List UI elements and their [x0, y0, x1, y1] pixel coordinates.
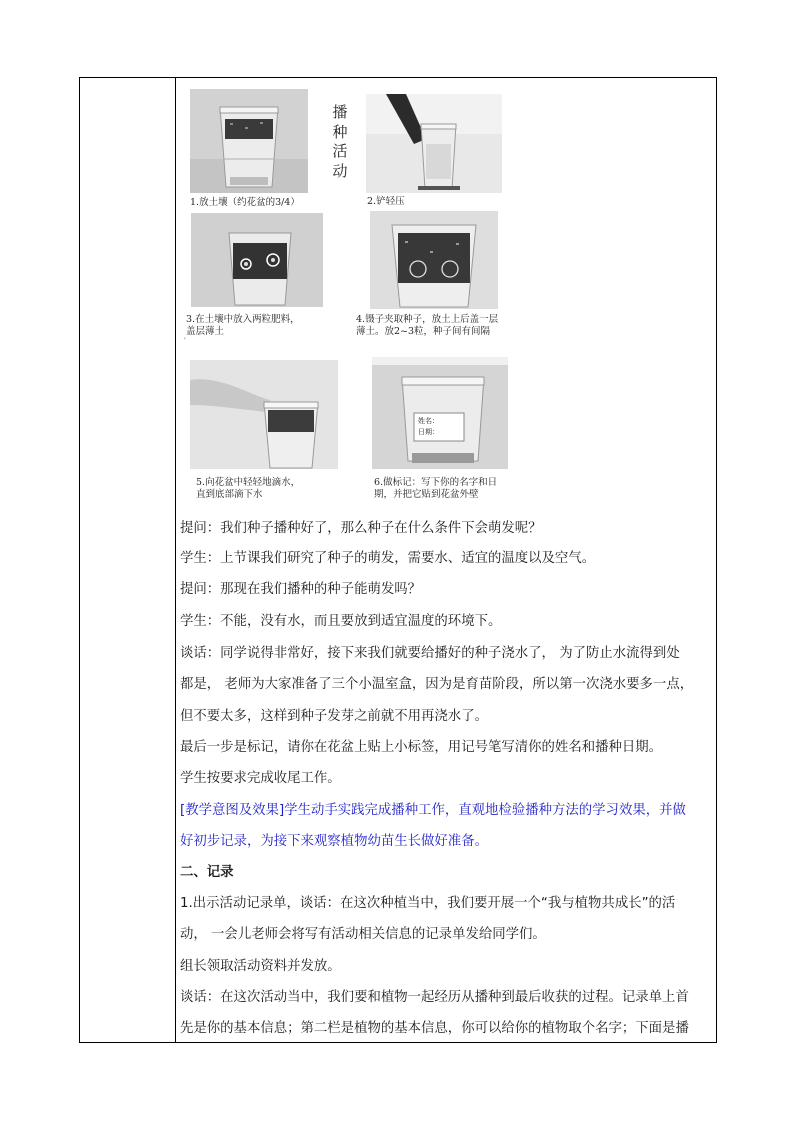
stray-mark: '	[184, 337, 186, 344]
photo-step-5-watering	[190, 360, 338, 469]
photo-step-1-pot-with-soil	[190, 89, 308, 193]
caption-step-3: 3.在土壤中放入两粒肥料， 盖层薄土	[186, 314, 300, 337]
activity-talk-line-2: 先是你的基本信息；第二栏是植物的基本信息，你可以给你的植物取个名字；下面是播	[180, 1021, 689, 1036]
teacher-talk-line-2: 都是， 老师为大家准备了三个小温室盒，因为是育苗阶段，所以第一次浇水要多一点，	[180, 677, 694, 692]
section-heading-record: 二、记录	[180, 865, 234, 880]
label-text: 姓名： 日期：	[418, 417, 439, 436]
caption-step-5: 5.向花盆中轻轻地滴水， 直到底部滴下水	[196, 477, 301, 500]
column-divider	[175, 78, 176, 1042]
group-leader-line: 组长领取活动资料并发放。	[180, 959, 341, 974]
seeds-illustration	[370, 211, 498, 309]
teacher-talk-line-3: 但不要太多，这样到种子发芽之前就不用再浇水了。	[180, 709, 488, 724]
label-illustration	[372, 357, 508, 469]
caption-step-6: 6.做标记：写下你的名字和日 期，并把它贴到花盆外壁	[374, 477, 498, 500]
teacher-talk-line-1: 谈话：同学说得非常好，接下来我们就要给播好的种子浇水了， 为了防止水流得到处	[180, 646, 680, 661]
dialogue-question-1: 提问：我们种子播种好了，那么种子在什么条件下会萌发呢？	[180, 521, 542, 536]
photo-step-6-label	[372, 357, 508, 469]
caption-step-1: 1.放土壤（约花盆的3/4）	[190, 197, 300, 208]
activity-talk-line-1: 谈话：在这次活动当中，我们要和植物一起经历从播种到最后收获的过程。记录单上首	[180, 990, 689, 1005]
press-illustration	[366, 94, 502, 193]
dialogue-student-2: 学生：不能，没有水，而且要放到适宜温度的环境下。	[180, 614, 502, 629]
teaching-intent-line-1: [教学意图及效果]学生动手实践完成播种工作，直观地检验播种方法的学习效果，并做	[180, 803, 686, 818]
caption-step-2: 2.铲轻压	[367, 196, 405, 207]
teaching-intent-line-2: 好初步记录，为接下来观察植物幼苗生长做好准备。	[180, 834, 488, 849]
student-wrap-up: 学生按要求完成收尾工作。	[180, 771, 341, 786]
photo-step-2-press-soil	[366, 94, 502, 193]
record-sheet-line-1: 1.出示活动记录单，谈话：在这次种植当中，我们要开展一个“我与植物共成长”的活	[180, 896, 676, 911]
activity-title: 播种活动	[332, 103, 348, 180]
caption-step-4: 4.镊子夹取种子，放土上后盖一层 薄土。放2~3粒，种子间有间隔	[356, 314, 499, 337]
fertilizer-illustration	[191, 213, 323, 307]
dialogue-student-1: 学生：上节课我们研究了种子的萌发，需要水、适宜的温度以及空气。	[180, 551, 596, 566]
labeling-step: 最后一步是标记，请你在花盆上贴上小标签，用记号笔写清你的姓名和播种日期。	[180, 740, 663, 755]
pot-illustration	[190, 89, 308, 193]
dialogue-question-2: 提问：那现在我们播种的种子能萌发吗？	[180, 582, 422, 597]
watering-illustration	[190, 360, 338, 469]
record-sheet-line-2: 动， 一会儿老师会将写有活动相关信息的记录单发给同学们。	[180, 927, 546, 942]
photo-step-3-fertilizer	[191, 213, 323, 307]
photo-step-4-seeds	[370, 211, 498, 309]
